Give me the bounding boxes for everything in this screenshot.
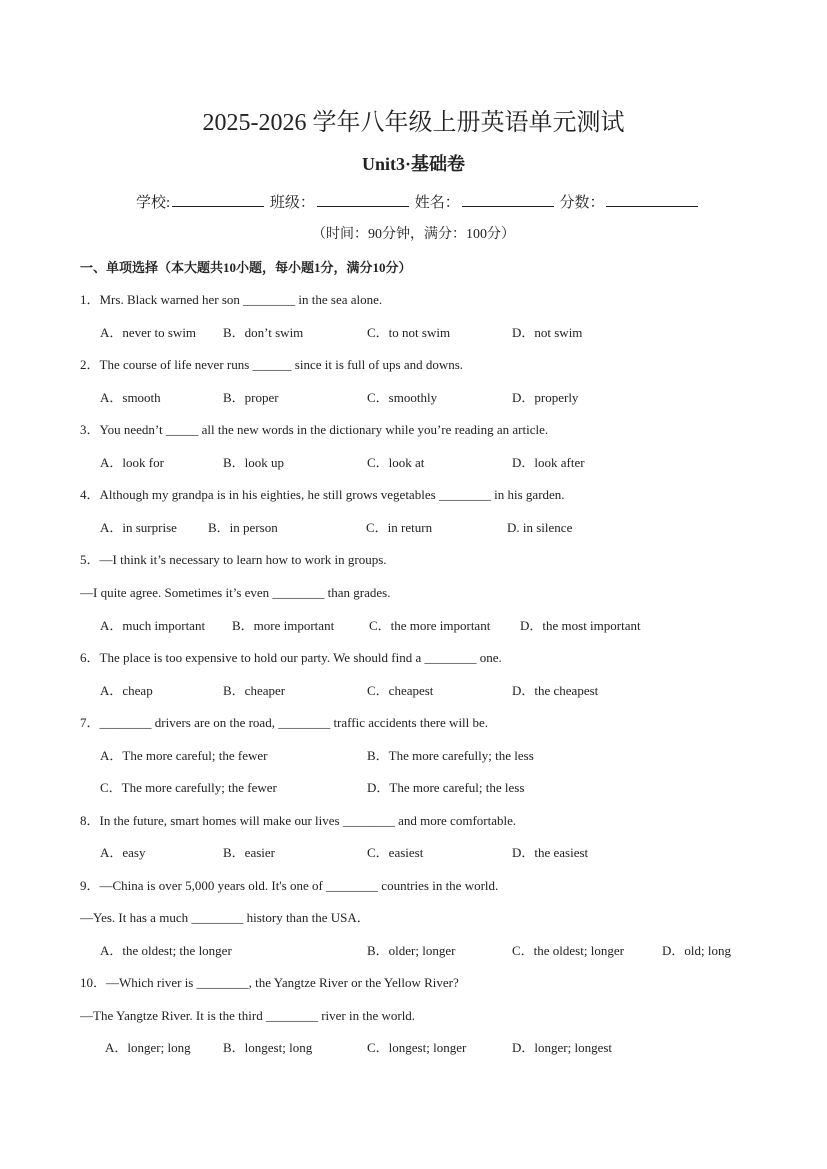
option-b[interactable]: B．older; longer (367, 943, 456, 958)
option-c[interactable]: C．The more carefully; the fewer (100, 780, 277, 795)
question-stem-line2: —Yes. It has a much ________ history than the USA． (80, 910, 370, 925)
option-d[interactable]: D．old; long (662, 943, 731, 958)
class-label: 班级： (269, 195, 315, 211)
option-a[interactable]: A．longer; long (105, 1040, 191, 1055)
option-a[interactable]: A．never to swim (100, 325, 197, 340)
option-c[interactable]: C．the more important (369, 618, 491, 633)
option-a[interactable]: A．cheap (100, 683, 153, 698)
question-stem: 10．—Which river is ________, the Yangtze River or the Yellow River? (80, 975, 459, 990)
option-d[interactable]: D．the cheapest (512, 683, 599, 698)
option-a[interactable]: A．smooth (100, 390, 161, 405)
option-a[interactable]: A．in surprise (100, 520, 177, 535)
option-c[interactable]: C．look at (367, 455, 425, 470)
question-stem: 1．Mrs. Black warned her son ________ in the sea alone. (80, 292, 383, 307)
question-stem: 9．—China is over 5,000 years old. It's one of ________ countries in the world. (80, 878, 499, 893)
option-d[interactable]: D. in silence (507, 520, 573, 535)
score-field[interactable] (606, 192, 698, 207)
name-field[interactable] (462, 192, 554, 207)
option-b[interactable]: B．in person (208, 520, 278, 535)
option-c[interactable]: C．cheapest (367, 683, 434, 698)
option-c[interactable]: C．to not swim (367, 325, 451, 340)
option-d[interactable]: D．not swim (512, 325, 583, 340)
option-a[interactable]: A．The more careful; the fewer (100, 748, 268, 763)
option-c[interactable]: C．longest; longer (367, 1040, 467, 1055)
question-stem-line2: —I quite agree. Sometimes it’s even ________ than grades. (80, 585, 391, 600)
section-heading: 一、单项选择（本大题共10小题，每小题1分，满分10分） (80, 260, 412, 275)
school-label: 学校: (136, 195, 171, 211)
option-b[interactable]: B．The more carefully; the less (367, 748, 534, 763)
option-d[interactable]: D．look after (512, 455, 585, 470)
option-b[interactable]: B．cheaper (223, 683, 286, 698)
student-info-row (136, 192, 700, 213)
option-a[interactable]: A．the oldest; the longer (100, 943, 232, 958)
option-b[interactable]: B．proper (223, 390, 279, 405)
option-c[interactable]: C．in return (366, 520, 433, 535)
page-subtitle: Unit3·基础卷 (361, 154, 465, 174)
name-label: 姓名： (414, 195, 460, 211)
question-stem: 4．Although my grandpa is in his eighties, he still grows vegetables ________ in his garden. (80, 487, 565, 502)
option-a[interactable]: A．much important (100, 618, 206, 633)
option-c[interactable]: C．smoothly (367, 390, 438, 405)
question-stem: 3．You needn’t _____ all the new words in the dictionary while you’re reading an article. (80, 422, 549, 437)
question-stem: 7．________ drivers are on the road, ________ traffic accidents there will be. (80, 715, 489, 730)
option-c[interactable]: C．easiest (367, 845, 424, 860)
question-stem: 6．The place is too expensive to hold our party. We should find a ________ one. (80, 650, 502, 665)
question-stem: 8．In the future, smart homes will make our lives ________ and more comfortable. (80, 813, 517, 828)
school-field[interactable] (172, 192, 264, 207)
option-d[interactable]: D．properly (512, 390, 579, 405)
option-d[interactable]: D．The more careful; the less (367, 780, 525, 795)
option-d[interactable]: D．longer; longest (512, 1040, 613, 1055)
page-title: 2025-2026 学年八年级上册英语单元测试 (202, 110, 625, 136)
score-label: 分数： (559, 195, 605, 211)
option-d[interactable]: D．the most important (520, 618, 641, 633)
option-d[interactable]: D．the easiest (512, 845, 589, 860)
option-c[interactable]: C．the oldest; longer (512, 943, 624, 958)
option-b[interactable]: B．longest; long (223, 1040, 313, 1055)
question-stem: 5．—I think it’s necessary to learn how to work in groups. (80, 552, 387, 567)
option-b[interactable]: B．more important (232, 618, 335, 633)
class-field[interactable] (317, 192, 409, 207)
question-stem: 2．The course of life never runs ______ since it is full of ups and downs. (80, 357, 464, 372)
option-a[interactable]: A．easy (100, 845, 146, 860)
option-a[interactable]: A．look for (100, 455, 164, 470)
time-note: （时间：90分钟，满分：100分） (312, 227, 515, 242)
option-b[interactable]: B．look up (223, 455, 285, 470)
option-b[interactable]: B．don’t swim (223, 325, 304, 340)
question-stem-line2: —The Yangtze River. It is the third ________ river in the world. (80, 1008, 416, 1023)
option-b[interactable]: B．easier (223, 845, 275, 860)
